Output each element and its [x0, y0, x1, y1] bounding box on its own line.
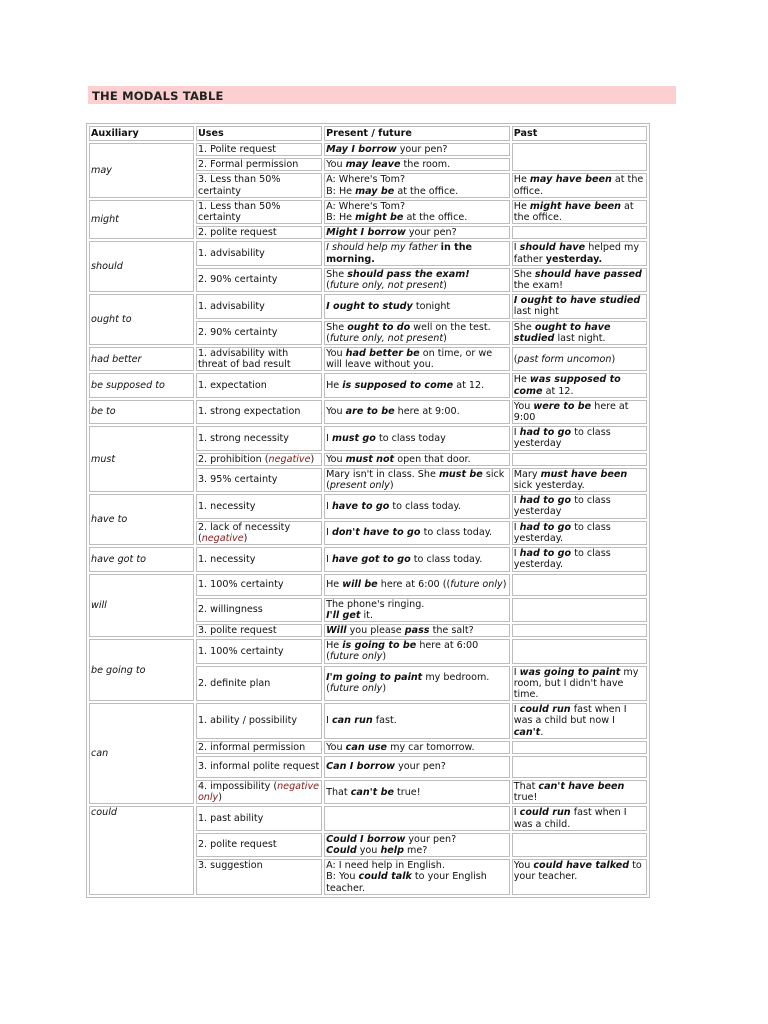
use-cell: 1. advisability — [196, 294, 322, 318]
past-cell: She should have passed the exam! — [512, 268, 647, 292]
past-cell: I could run fast when I was a child but now I can't. — [512, 703, 647, 739]
auxiliary-be-supposed-to: be supposed to — [89, 373, 194, 397]
auxiliary-could: could — [89, 806, 194, 894]
past-cell: I should have helped my father yesterday. — [512, 241, 647, 265]
present-cell: You may leave the room. — [324, 158, 510, 171]
present-cell: She should pass the exam! (future only, not present) — [324, 268, 510, 292]
document-title-bar — [88, 86, 676, 104]
present-cell: I can run fast. — [324, 703, 510, 739]
past-cell: I had to go to class yesterday. — [512, 547, 647, 571]
use-cell: 1. ability / possibility — [196, 703, 322, 739]
use-cell: 3. suggestion — [196, 859, 322, 895]
table-row — [89, 426, 647, 450]
auxiliary-be-going-to: be going to — [89, 639, 194, 701]
past-cell: He might have been at the office. — [512, 200, 647, 224]
auxiliary-will: will — [89, 574, 194, 638]
present-cell: Could I borrow your pen? Could you help me? — [324, 833, 510, 857]
past-cell: He was supposed to come at 12. — [512, 373, 647, 397]
present-cell: I have to go to class today. — [324, 494, 510, 518]
use-cell: 2. informal permission — [196, 741, 322, 754]
present-cell: You can use my car tomorrow. — [324, 741, 510, 754]
present-cell: A: Where's Tom? B: He might be at the office. — [324, 200, 510, 224]
present-cell: He will be here at 6:00 ((future only) — [324, 574, 510, 596]
past-cell: I had to go to class yesterday. — [512, 521, 647, 545]
past-cell: I had to go to class yesterday — [512, 426, 647, 450]
past-cell: I could run fast when I was a child. — [512, 806, 647, 830]
past-cell: You were to be here at 9:00 — [512, 400, 647, 424]
past-cell: I was going to paint my room, but I didn't have time. — [512, 666, 647, 702]
present-cell: You must not open that door. — [324, 453, 510, 466]
table-row — [89, 639, 647, 663]
use-cell: 3. Less than 50% certainty — [196, 173, 322, 197]
present-cell: A: I need help in English. B: You could talk to your English teacher. — [324, 859, 510, 895]
use-cell: 2. lack of necessity (negative) — [196, 521, 322, 545]
use-cell: 1. necessity — [196, 494, 322, 518]
past-cell: She ought to have studied last night. — [512, 321, 647, 345]
auxiliary-can: can — [89, 703, 194, 804]
use-cell: 2. polite request — [196, 226, 322, 239]
use-cell: 3. 95% certainty — [196, 468, 322, 492]
auxiliary-have-to: have to — [89, 494, 194, 545]
table-row — [89, 806, 647, 830]
present-cell: I should help my father in the morning. — [324, 241, 510, 265]
present-cell: The phone's ringing. I'll get it. — [324, 598, 510, 622]
table-row — [89, 494, 647, 518]
use-cell: 1. past ability — [196, 806, 322, 830]
past-cell: He may have been at the office. — [512, 173, 647, 197]
present-cell: I'm going to paint my bedroom. (future only) — [324, 666, 510, 702]
header-present-future: Present / future — [324, 126, 510, 141]
past-cell: You could have talked to your teacher. — [512, 859, 647, 895]
present-cell: You are to be here at 9:00. — [324, 400, 510, 424]
auxiliary-may: may — [89, 143, 194, 198]
use-cell: 4. impossibility (negative only) — [196, 780, 322, 804]
use-cell: 1. 100% certainty — [196, 639, 322, 663]
header-uses: Uses — [196, 126, 322, 141]
use-cell: 2. 90% certainty — [196, 268, 322, 292]
use-cell: 1. Polite request — [196, 143, 322, 156]
present-cell: I ought to study tonight — [324, 294, 510, 318]
table-row — [89, 200, 647, 224]
use-cell: 2. 90% certainty — [196, 321, 322, 345]
past-cell: That can't have been true! — [512, 780, 647, 804]
present-cell: I have got to go to class today. — [324, 547, 510, 571]
table-row — [89, 143, 647, 156]
use-cell: 1. strong expectation — [196, 400, 322, 424]
past-cell — [512, 756, 647, 778]
present-cell: Will you please pass the salt? — [324, 624, 510, 637]
table-row — [89, 574, 647, 596]
present-cell: A: Where's Tom? B: He may be at the office. — [324, 173, 510, 197]
past-cell: I ought to have studied last night — [512, 294, 647, 318]
table-row — [89, 373, 647, 397]
past-cell — [512, 143, 647, 171]
present-cell: May I borrow your pen? — [324, 143, 510, 156]
present-cell: Mary isn't in class. She must be sick (present only) — [324, 468, 510, 492]
past-cell — [512, 639, 647, 663]
use-cell: 2. willingness — [196, 598, 322, 622]
present-cell: You had better be on time, or we will leave without you. — [324, 347, 510, 371]
past-cell — [512, 833, 647, 857]
use-cell: 1. advisability — [196, 241, 322, 265]
present-cell: Might I borrow your pen? — [324, 226, 510, 239]
past-cell — [512, 741, 647, 754]
use-cell: 1. advisability with threat of bad result — [196, 347, 322, 371]
present-cell: She ought to do well on the test. (future only, not present) — [324, 321, 510, 345]
present-cell: I don't have to go to class today. — [324, 521, 510, 545]
use-cell: 1. necessity — [196, 547, 322, 571]
auxiliary-might: might — [89, 200, 194, 240]
table-row — [89, 703, 647, 739]
past-cell: I had to go to class yesterday — [512, 494, 647, 518]
table-header-row — [89, 126, 647, 141]
use-cell: 2. definite plan — [196, 666, 322, 702]
auxiliary-ought-to: ought to — [89, 294, 194, 345]
document-title: THE MODALS TABLE — [92, 89, 224, 103]
table-row — [89, 400, 647, 424]
past-cell — [512, 574, 647, 596]
present-cell: He is supposed to come at 12. — [324, 373, 510, 397]
modals-table — [86, 123, 650, 898]
auxiliary-should: should — [89, 241, 194, 292]
table-row — [89, 241, 647, 265]
present-cell: Can I borrow your pen? — [324, 756, 510, 778]
auxiliary-have-got-to: have got to — [89, 547, 194, 571]
present-cell — [324, 806, 510, 830]
present-cell: That can't be true! — [324, 780, 510, 804]
past-cell — [512, 624, 647, 637]
past-cell — [512, 226, 647, 239]
past-cell: (past form uncomon) — [512, 347, 647, 371]
use-cell: 2. Formal permission — [196, 158, 322, 171]
use-cell: 1. expectation — [196, 373, 322, 397]
use-cell: 3. informal polite request — [196, 756, 322, 778]
header-auxiliary: Auxiliary — [89, 126, 194, 141]
present-cell: He is going to be here at 6:00 (future only) — [324, 639, 510, 663]
past-cell: Mary must have been sick yesterday. — [512, 468, 647, 492]
header-past: Past — [512, 126, 647, 141]
use-cell: 2. polite request — [196, 833, 322, 857]
auxiliary-be-to: be to — [89, 400, 194, 424]
table-row — [89, 547, 647, 571]
present-cell: I must go to class today — [324, 426, 510, 450]
past-cell — [512, 453, 647, 466]
auxiliary-had-better: had better — [89, 347, 194, 371]
use-cell: 1. strong necessity — [196, 426, 322, 450]
use-cell: 1. 100% certainty — [196, 574, 322, 596]
table-row — [89, 347, 647, 371]
use-cell: 3. polite request — [196, 624, 322, 637]
auxiliary-must: must — [89, 426, 194, 492]
table-row — [89, 294, 647, 318]
use-cell: 1. Less than 50% certainty — [196, 200, 322, 224]
past-cell — [512, 598, 647, 622]
use-cell: 2. prohibition (negative) — [196, 453, 322, 466]
